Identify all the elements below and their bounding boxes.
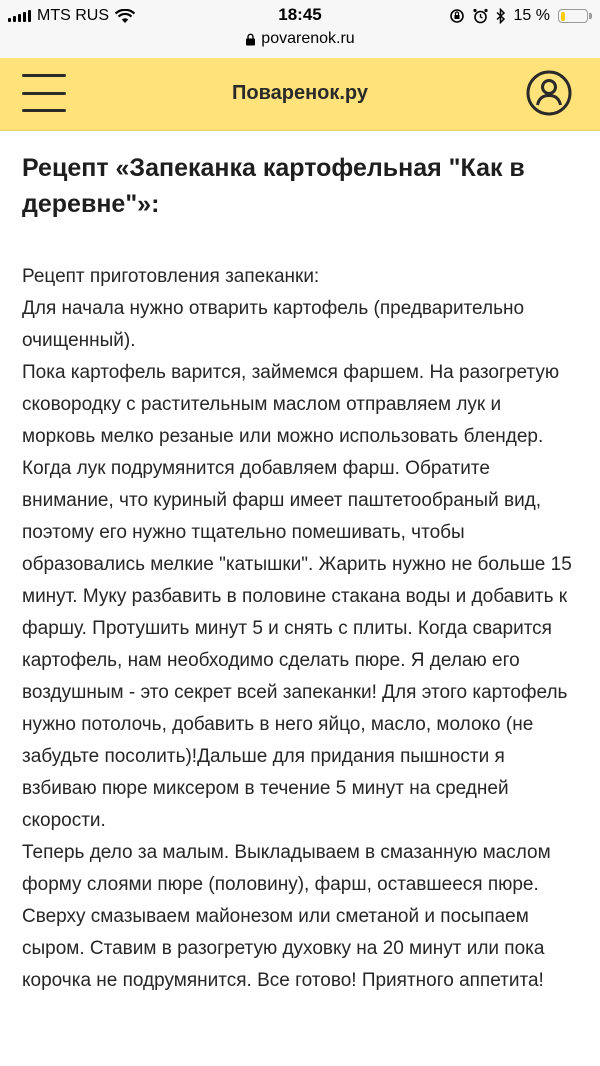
recipe-title: Рецепт «Запеканка картофельная "Как в деревне"»: (22, 154, 525, 218)
url-bar[interactable] (0, 30, 600, 48)
clock: 18:45 (278, 5, 322, 24)
alarm-icon (473, 8, 488, 24)
carrier-name: MTS RUS (37, 7, 109, 24)
battery-level-fill (561, 12, 565, 21)
site-title[interactable]: Поваренок.ру (231, 82, 369, 104)
bluetooth-icon (496, 8, 506, 24)
status-bar (0, 0, 600, 58)
lock-icon (245, 33, 256, 46)
url-text: povarenok.ru (261, 30, 355, 47)
recipe-article (22, 150, 578, 997)
recipe-paragraph: Теперь дело за малым. Выкладываем в смазанную маслом форму слоями пюре (половину), фарш, оставшееся пюре. Сверху смазываем майонезом или сметаной и посыпаем сыром. Ставим в разогретую духовку на 20 минут или пока корочка не подрумянится. Все готово! Приятного аппетита! (22, 842, 551, 991)
site-header (0, 58, 600, 131)
screen-lock-icon (449, 8, 465, 24)
recipe-paragraph: Для начала нужно отварить картофель (предварительно очищенный). (22, 298, 525, 351)
battery-icon (558, 9, 588, 23)
recipe-paragraph: Рецепт приготовления запеканки: (22, 266, 320, 287)
recipe-paragraph: Пока картофель варится, займемся фаршем. На разогретую сковородку с растительным маслом отправляем лук и морковь мелко резаные или можно использовать блендер. Когда лук подрумянится добавляем фарш. Обратите внимание, что куриный фарш имеет паштетообраный вид, поэтому его нужно тщательно помешивать, чтобы образовались мелкие "катышки". Жарить нужно не больше 15 минут. Муку разбавить в половине стакана воды и добавить к фаршу. Протушить минут 5 и снять с плиты. Когда сварится картофель, нам необходимо сделать пюре. Я делаю его воздушным - это секрет всей запеканки! Для этого картофель нужно потолочь, добавить в него яйцо, масло, молоко (не забудьте посолить)!Дальше для придания пышности я взбиваю пюре миксером в течение 5 минут на средней скорости. (22, 362, 572, 831)
status-right (449, 6, 588, 26)
battery-percent: 15 % (513, 7, 550, 24)
recipe-body (22, 261, 578, 997)
user-profile-icon[interactable] (526, 70, 572, 116)
